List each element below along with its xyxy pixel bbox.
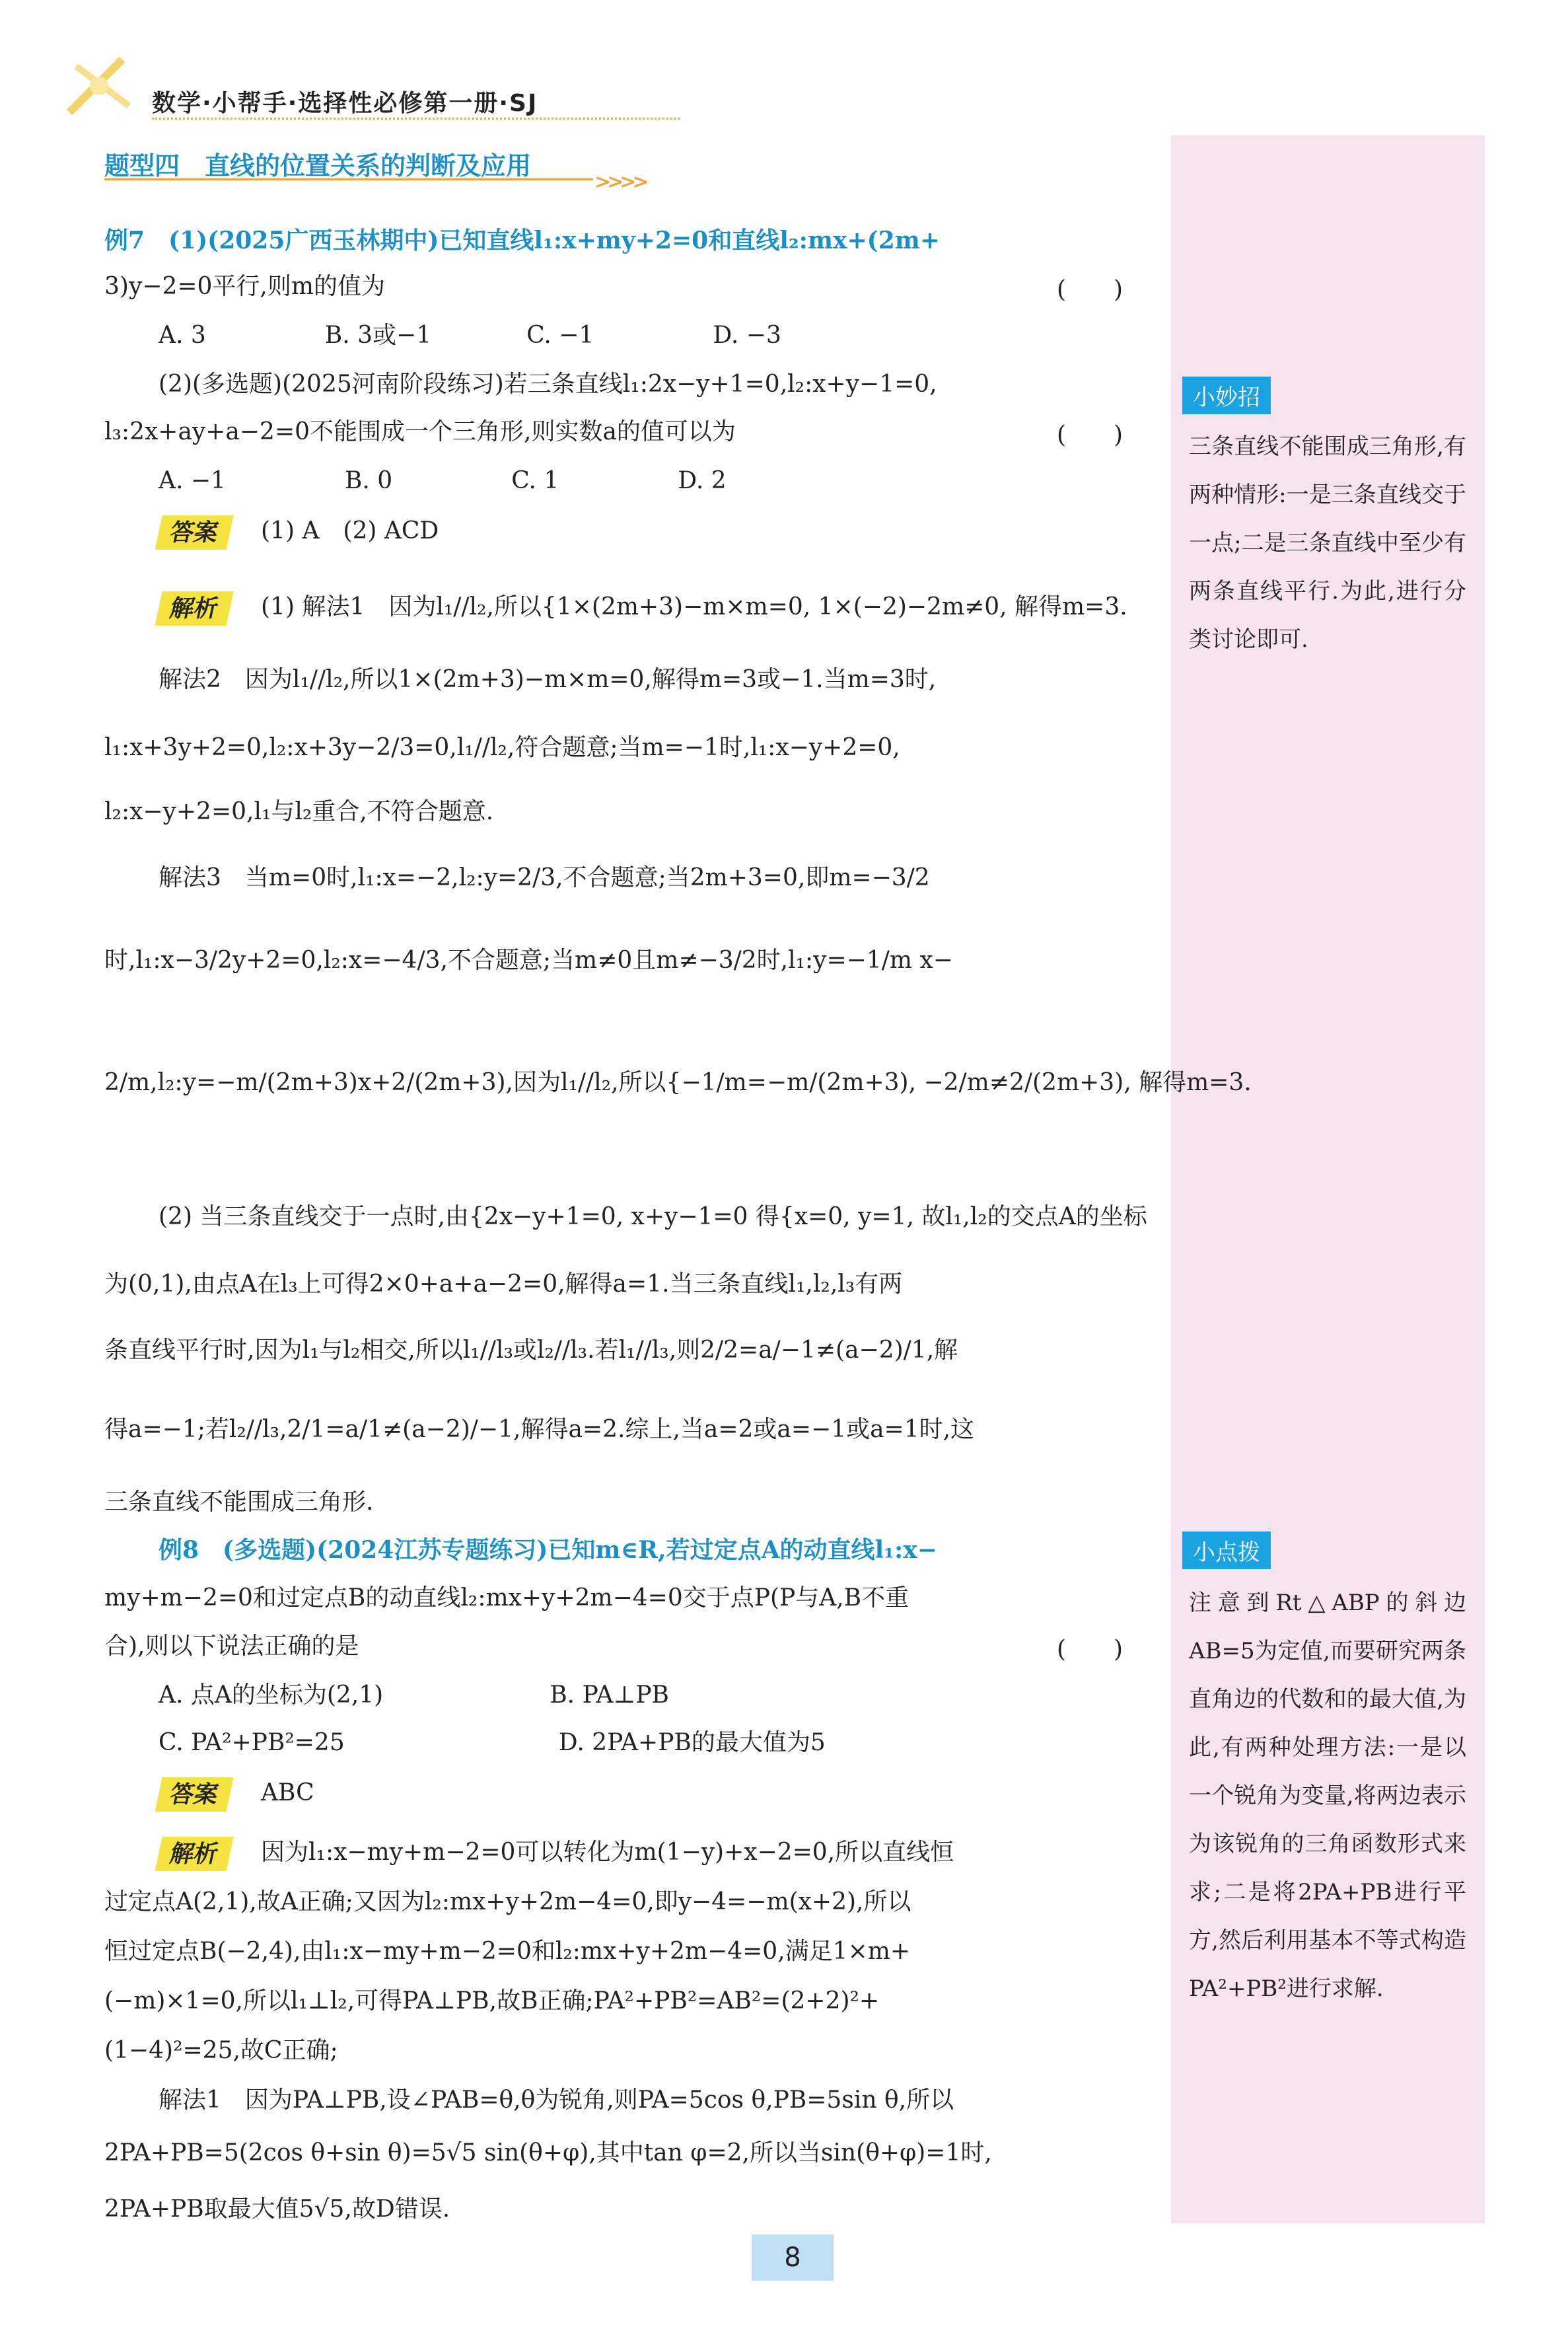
analysis-2-line-1: 因为l₁:x−my+m−2=0可以转化为m(1−y)+x−2=0,所以直线恒 [261, 1839, 954, 1866]
answer-blank: ( ) [1057, 1636, 1123, 1663]
example-7-part2-line-1: (2)(多选题)(2025河南阶段练习)若三条直线l₁:2x−y+1=0,l₂:x+y−1=0, [159, 371, 937, 398]
tip-text-1: 三条直线不能围成三角形,有两种情形:一是三条直线交于一点;二是三条直线中至少有两条直线平行.为此,进行分类讨论即可. [1189, 433, 1466, 653]
tip-text-2: 注意到Rt△ABP的斜边AB=5为定值,而要研究两条直角边的代数和的最大值,为此,有两种处理方法:一是以一个锐角为变量,将两边表示为该锐角的三角函数形式来求;二是将2PA+PB进行平方,然后利用基本不等式构造PA²+PB²进行求解. [1189, 1590, 1466, 2002]
method-2-line-1: 解法2 因为l₁//l₂,所以1×(2m+3)−m×m=0,解得m=3或−1.当m=3时, [159, 666, 937, 693]
analysis-2-line-4: (−m)×1=0,所以l₁⊥l₂,可得PA⊥PB,故B正确;PA²+PB²=AB²=(2+2)²+ [104, 1987, 880, 2014]
options-4: C. PA²+PB²=25 D. 2PA+PB的最大值为5 [159, 1729, 826, 1756]
pencil-logo-icon [63, 53, 142, 119]
example-7-part2-line-2: l₃:2x+ay+a−2=0不能围成一个三角形,则实数a的值可以为 [104, 418, 736, 445]
method-1-line-2: 2PA+PB=5(2cos θ+sin θ)=5√5 sin(θ+φ),其中tan φ=2,所以当sin(θ+φ)=1时, [104, 2139, 992, 2166]
part2-line-3: 条直线平行时,因为l₁与l₂相交,所以l₁//l₃或l₂//l₃.若l₁//l₃,则2/2=a/−1≠(a−2)/1,解 [104, 1337, 958, 1364]
method-1-line-1: 解法1 因为PA⊥PB,设∠PAB=θ,θ为锐角,则PA=5cos θ,PB=5sin θ,所以 [159, 2086, 954, 2114]
tip-label-1: 小妙招 [1182, 377, 1271, 414]
page-number: 8 [752, 2234, 834, 2281]
options-3: A. 点A的坐标为(2,1) B. PA⊥PB [159, 1681, 670, 1709]
tip-label-2: 小点拨 [1182, 1532, 1271, 1569]
analysis-tag-2: 解析 [159, 1837, 230, 1871]
answer-blank: ( ) [1057, 276, 1123, 303]
method-1-line-3: 2PA+PB取最大值5√5,故D错误. [104, 2196, 450, 2223]
part2-line-1: (2) 当三条直线交于一点时,由{2x−y+1=0, x+y−1=0 得{x=0, y=1, 故l₁,l₂的交点A的坐标 [159, 1203, 1147, 1230]
example-7-line-1: 例7 (1)(2025广西玉林期中)已知直线l₁:x+my+2=0和直线l₂:mx+(2m+ [104, 227, 941, 254]
method-3-line-1: 解法3 当m=0时,l₁:x=−2,l₂:y=2/3,不合题意;当2m+3=0,即m=−3/2 [159, 864, 930, 891]
section-divider [104, 178, 593, 180]
analysis-tag-1: 解析 [159, 591, 230, 626]
section-title: 题型四 直线的位置关系的判断及应用 [104, 151, 532, 180]
example-8-line-1: 例8 (多选题)(2024江苏专题练习)已知m∈R,若过定点A的动直线l₁:x− [159, 1536, 937, 1564]
example-7-line-2: 3)y−2=0平行,则m的值为 [104, 273, 386, 300]
analysis-line-1: (1) 解法1 因为l₁//l₂,所以{1×(2m+3)−m×m=0, 1×(−2)−2m≠0, 解得m=3. [261, 593, 1127, 620]
header-title: 数学·小帮手·选择性必修第一册·SJ [152, 90, 538, 117]
method-2-line-2: l₁:x+3y+2=0,l₂:x+3y−2/3=0,l₁//l₂,符合题意;当m=−1时,l₁:x−y+2=0, [104, 734, 900, 761]
answer-tag-1: 答案 [159, 515, 230, 550]
example-8-line-3: 合),则以下说法正确的是 [104, 1633, 359, 1660]
chevrons-icon: >>>> [594, 170, 645, 194]
part2-line-5: 三条直线不能围成三角形. [104, 1489, 374, 1516]
answer-tag-2: 答案 [159, 1777, 230, 1812]
answer-text-2: ABC [261, 1779, 314, 1806]
part2-line-2: 为(0,1),由点A在l₃上可得2×0+a+a−2=0,解得a=1.当三条直线l₁,l₂,l₃有两 [104, 1271, 903, 1298]
header-divider [152, 118, 680, 120]
part2-line-4: 得a=−1;若l₂//l₃,2/1=a/1≠(a−2)/−1,解得a=2.综上,当a=2或a=−1或a=1时,这 [104, 1416, 975, 1443]
answer-text-1: (1) A (2) ACD [261, 517, 439, 544]
method-2-line-3: l₂:x−y+2=0,l₁与l₂重合,不符合题意. [104, 798, 494, 825]
example-8-line-2: my+m−2=0和过定点B的动直线l₂:mx+y+2m−4=0交于点P(P与A,B不重 [104, 1584, 909, 1611]
method-3-line-2: 时,l₁:x−3/2y+2=0,l₂:x=−4/3,不合题意;当m≠0且m≠−3/2时,l₁:y=−1/m x− [104, 947, 953, 974]
analysis-2-line-2: 过定点A(2,1),故A正确;又因为l₂:mx+y+2m−4=0,即y−4=−m(x+2),所以 [104, 1888, 911, 1915]
answer-blank: ( ) [1057, 422, 1123, 449]
method-3-line-3: 2/m,l₂:y=−m/(2m+3)x+2/(2m+3),因为l₁//l₂,所以{−1/m=−m/(2m+3), −2/m≠2/(2m+3), 解得m=3. [104, 1069, 1252, 1096]
options-1: A. 3 B. 3或−1 C. −1 D. −3 [159, 322, 781, 349]
analysis-2-line-5: (1−4)²=25,故C正确; [104, 2037, 338, 2064]
analysis-2-line-3: 恒过定点B(−2,4),由l₁:x−my+m−2=0和l₂:mx+y+2m−4=0,满足1×m+ [104, 1938, 911, 1965]
options-2: A. −1 B. 0 C. 1 D. 2 [159, 467, 727, 494]
